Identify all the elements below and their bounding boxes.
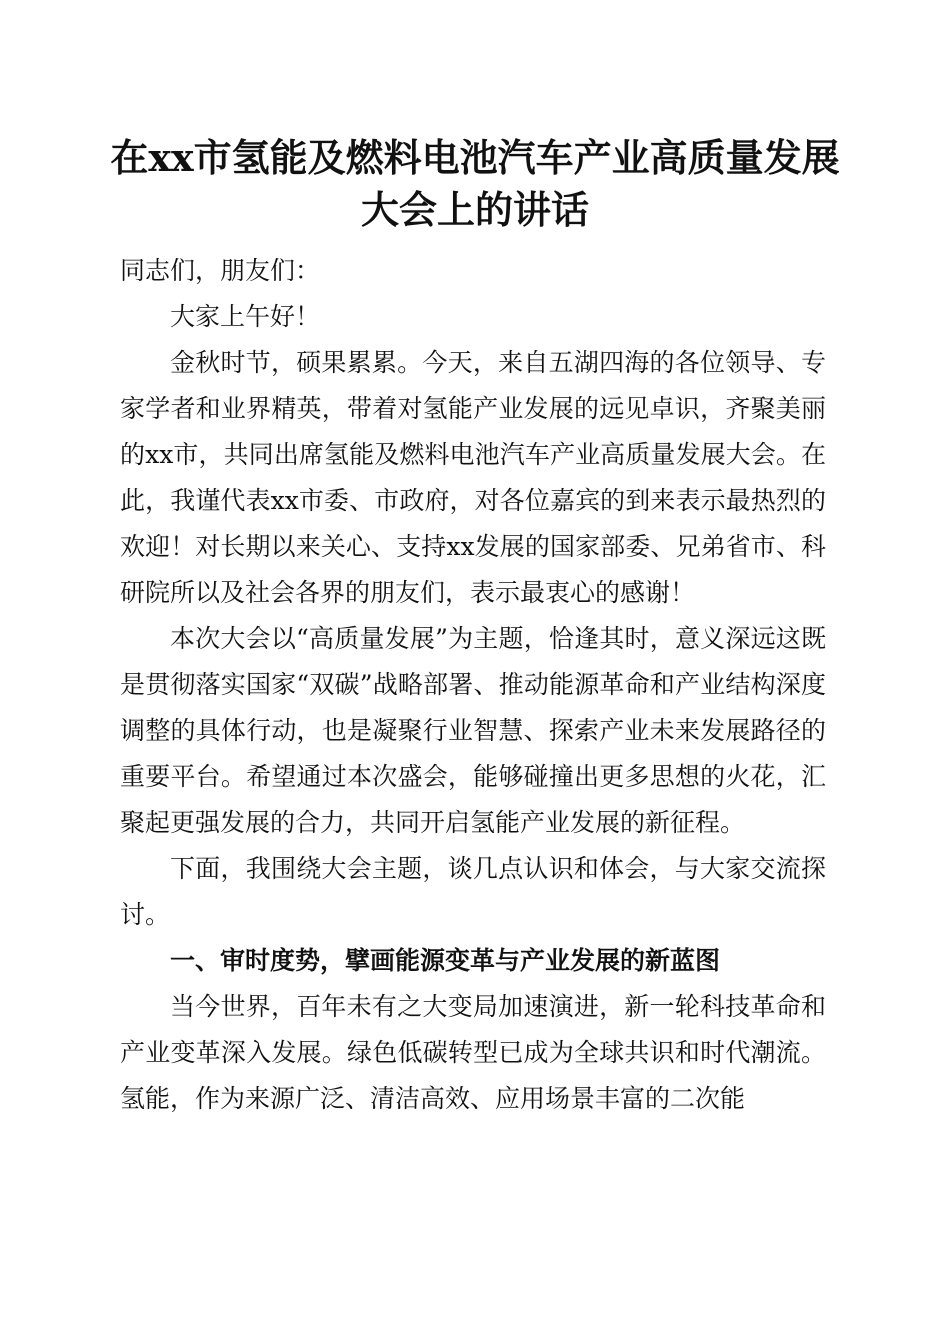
paragraph-intro: 下面，我围绕大会主题，谈几点认识和体会，与大家交流探讨。 xyxy=(120,854,826,929)
greeting: 大家上午好！ xyxy=(170,302,321,331)
title-line-2: 大会上的讲话 xyxy=(360,187,589,232)
title-line-1: 在xx市氢能及燃料电池汽车产业高质量发展 xyxy=(110,135,840,180)
paragraph-section-1: 当今世界，百年未有之大变局加速演进，新一轮科技革命和产业变革深入发展。绿色低碳转型已成为全球共识和时代潮流。氢能，作为来源广泛、清洁高效、应用场景丰富的二次能 xyxy=(120,992,826,1113)
salutation: 同志们，朋友们： xyxy=(120,256,321,285)
paragraph-welcome: 金秋时节，硕果累累。今天，来自五湖四海的各位领导、专家学者和业界精英，带着对氢能产业发展的远见卓识，齐聚美丽的xx市，共同出席氢能及燃料电池汽车产业高质量发展大会。在此，我谨代表xx市委、市政府，对各位嘉宾的到来表示最热烈的欢迎！对长期以来关心、支持xx发展的国家部委、兄弟省市、科研院所以及社会各界的朋友们，表示最衷心的感谢！ xyxy=(120,348,826,607)
speech-body xyxy=(120,248,826,1122)
paragraph-theme: 本次大会以“高质量发展”为主题，恰逢其时，意义深远这既是贯彻落实国家“双碳”战略部署、推动能源革命和产业结构深度调整的具体行动，也是凝聚行业智慧、探索产业未来发展路径的重要平台。希望通过本次盛会，能够碰撞出更多思想的火花，汇聚起更强发展的合力，共同开启氢能产业发展的新征程。 xyxy=(120,624,826,837)
section-heading: 一、审时度势，擘画能源变革与产业发展的新蓝图 xyxy=(170,946,721,975)
